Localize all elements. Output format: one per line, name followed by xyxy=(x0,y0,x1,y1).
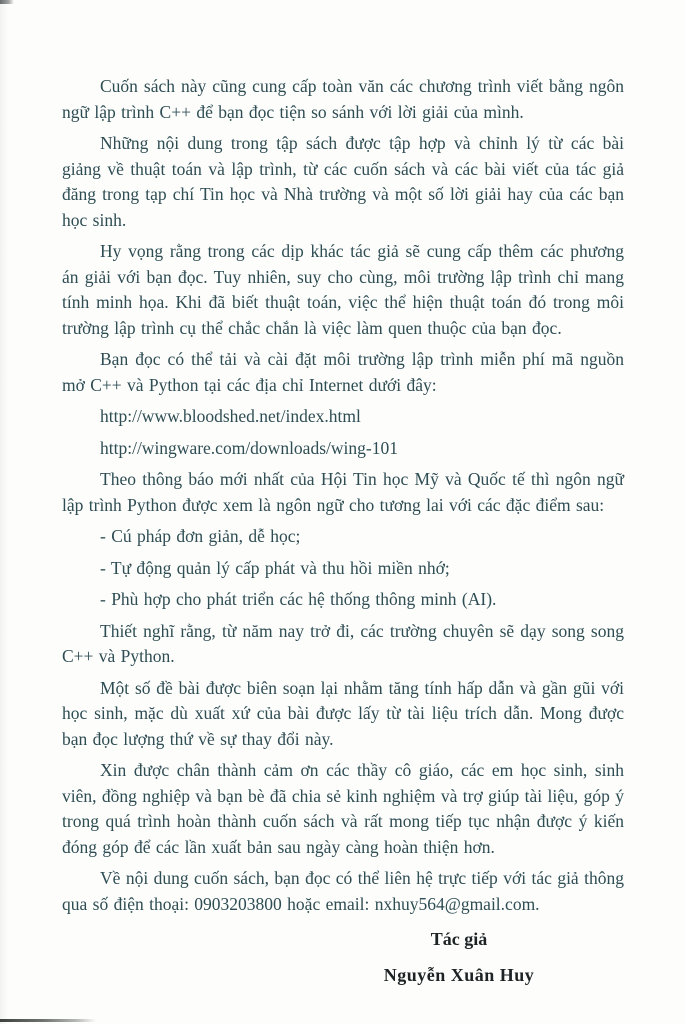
scan-artifact-bottom-left xyxy=(0,1019,96,1022)
paragraph: Theo thông báo mới nhất của Hội Tin học Mỹ và Quốc tế thì ngôn ngữ lập trình Python được xem là ngôn ngữ cho tương lai với các đặc điểm sau: xyxy=(62,469,624,515)
paragraph: Một số đề bài được biên soạn lại nhằm tăng tính hấp dẫn và gần gũi với học sinh, mặc dù xuất xứ của bài được lấy từ tài liệu trích dẫn. Mong được bạn đọc lượng thứ về sự thay đổi này. xyxy=(62,677,624,749)
paragraph: Hy vọng rằng trong các dịp khác tác giả sẽ cung cấp thêm các phương án giải với bạn đọc. Tuy nhiên, suy cho cùng, môi trường lập trình chỉ mang tính minh họa. Khi đã biết thuật toán, việc thể hiện thuật toán đó trong môi trường lập trình cụ thể chắc chắn là việc làm quen thuộc của bạn đọc. xyxy=(62,241,624,338)
paragraph-list xyxy=(62,74,624,917)
paragraph: Cuốn sách này cũng cung cấp toàn văn các chương trình viết bằng ngôn ngữ lập trình C++ để bạn đọc tiện so sánh với lời giải của mình. xyxy=(62,76,624,122)
paragraph: - Cú pháp đơn giản, dễ học; xyxy=(100,526,301,546)
page-body xyxy=(62,74,624,988)
scan-artifact-top-left xyxy=(0,0,14,4)
signature-role: Tác giả xyxy=(430,929,488,949)
paragraph: Thiết nghĩ rằng, từ năm nay trở đi, các trường chuyên sẽ dạy song song C++ và Python. xyxy=(62,620,624,666)
signature-block xyxy=(319,927,599,988)
paragraph: Về nội dung cuốn sách, bạn đọc có thể liên hệ trực tiếp với tác giả thông qua số điện thoại: 0903203800 hoặc email: nxhuy564@gmail.com. xyxy=(62,868,624,914)
paragraph: Bạn đọc có thể tải và cài đặt môi trường lập trình miễn phí mã nguồn mở C++ và Python tại các địa chỉ Internet dưới đây: xyxy=(62,349,624,395)
signature-name: Nguyễn Xuân Huy xyxy=(383,964,535,985)
paragraph: http://www.bloodshed.net/index.html xyxy=(100,406,361,426)
paragraph: http://wingware.com/downloads/wing-101 xyxy=(100,437,398,458)
paragraph: Xin được chân thành cảm ơn các thầy cô giáo, các em học sinh, sinh viên, đồng nghiệp và bạn bè đã chia sẻ kinh nghiệm và trợ giúp tài liệu, góp ý trong quá trình hoàn thành cuốn sách và rất mong tiếp tục nhận được ý kiến đóng góp để các lần xuất bản sau ngày càng hoàn thiện hơn. xyxy=(62,760,624,857)
paragraph: - Tự động quản lý cấp phát và thu hồi miền nhớ; xyxy=(100,557,450,578)
paragraph: Những nội dung trong tập sách được tập hợp và chỉnh lý từ các bài giảng về thuật toán và lập trình, từ các cuốn sách và các bài viết của tác giả đăng trong tạp chí Tin học và Nhà trường và một số lời giải hay của các bạn học sinh. xyxy=(62,133,624,230)
paragraph: - Phù hợp cho phát triển các hệ thống thông minh (AI). xyxy=(100,589,497,609)
